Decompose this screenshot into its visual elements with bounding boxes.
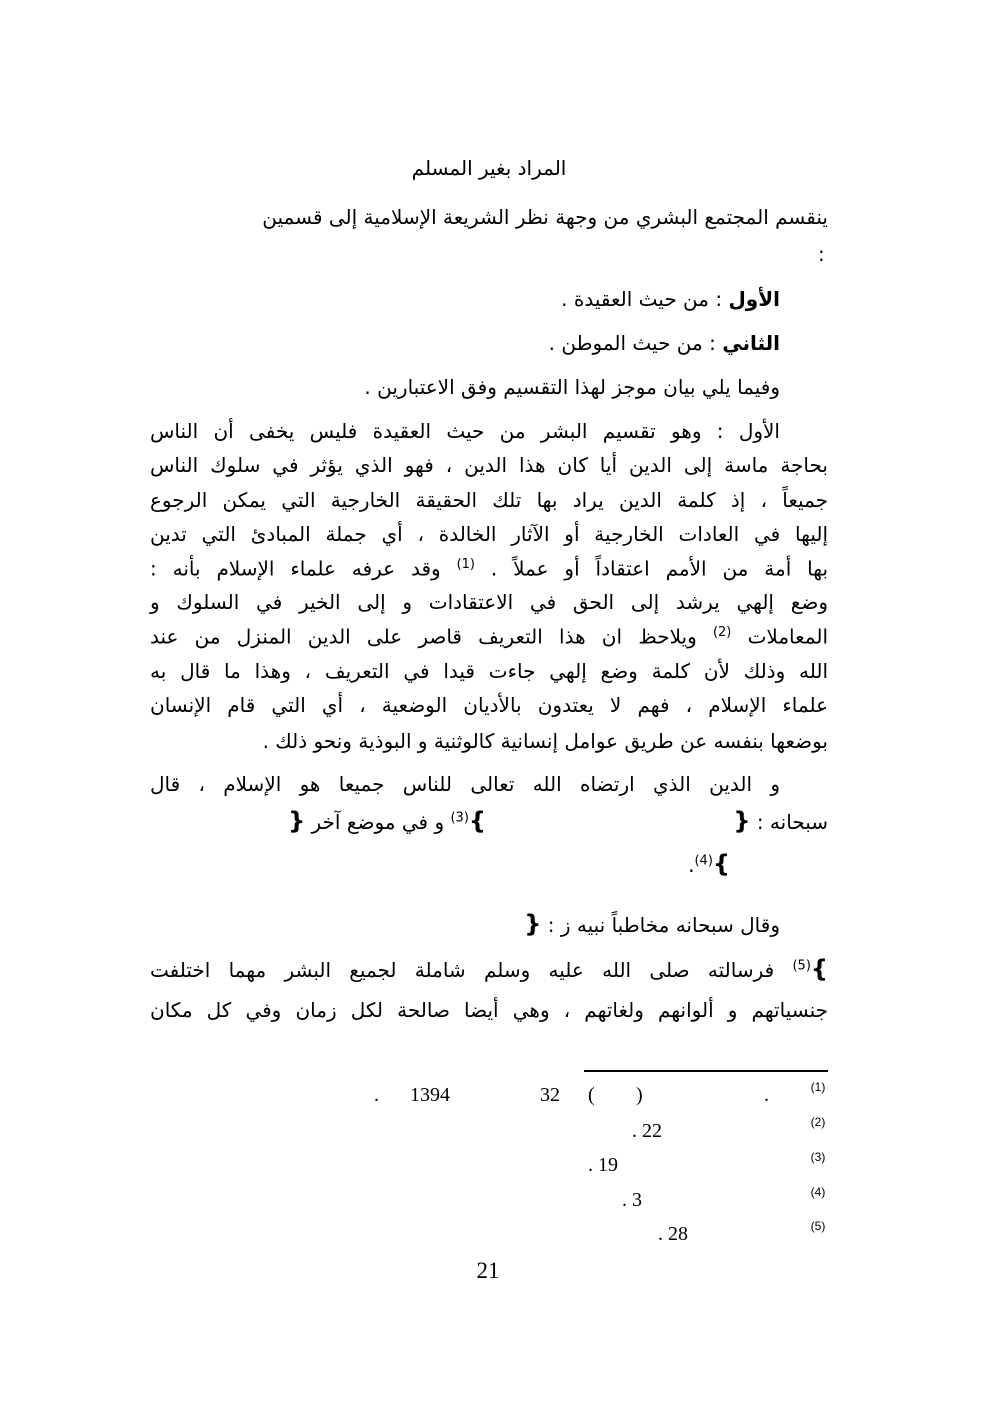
open-brace: { <box>524 910 542 938</box>
paragraph-line: الله وذلك لأن كلمة وضع إلهي جاءت قيدا في التعريف ، وهذا ما قال به <box>150 659 828 683</box>
footnote-text: . 28 <box>658 1223 688 1245</box>
paragraph-line: جنسياتهم و ألوانهم ولغاتهم ، وهي أيضا صالحة لكل زمان وفي كل مكان <box>150 998 828 1022</box>
close-brace: } <box>712 850 730 878</box>
footnote-number: (1) <box>810 1080 826 1094</box>
division-first-label: الأول <box>728 287 780 311</box>
division-second <box>549 333 780 353</box>
paragraph-line: وضع إلهي يرشد إلى الحق في الاعتقادات و إلى الخير في السلوك و <box>150 590 828 614</box>
paragraph-text: ويلاحظ ان هذا التعريف قاصر على الدين المنزل من عند <box>150 624 713 649</box>
division-first <box>561 289 780 309</box>
open-brace: { <box>733 807 751 835</box>
paragraph-line: بوضعها بنفسه عن طريق عوامل إنسانية كالوثنية و البوذية ونحو ذلك . <box>262 729 828 753</box>
paragraph-line: و الدين الذي ارتضاه الله تعالى للناس جميعا هو الإسلام ، قال <box>150 772 780 796</box>
verse-intro <box>733 809 828 833</box>
paragraph-line: الأول : وهو تقسيم البشر من حيث العقيدة فليس يخفى أن الناس <box>150 419 780 443</box>
paragraph-line <box>150 957 828 981</box>
footnote-text: ) <box>636 1084 643 1106</box>
footnote-ref: (4) <box>694 853 713 869</box>
paragraph-text: . <box>688 853 695 877</box>
footnote-text: . 3 <box>622 1189 642 1211</box>
footnote-ref: (3) <box>450 810 469 826</box>
paragraph-line <box>150 626 828 647</box>
paragraph-text: و في موضع آخر <box>311 810 451 834</box>
footnote-ref: (2) <box>712 625 732 640</box>
summary-line: وفيما يلي بيان موجز لهذا التقسيم وفق الاعتبارين . <box>364 375 780 399</box>
footnote-number: (2) <box>810 1115 826 1129</box>
paragraph-text: وقال سبحانه مخاطباً نبيه ز : <box>547 913 780 937</box>
intro-colon: : <box>818 242 825 266</box>
close-brace: } <box>468 807 486 835</box>
page-number: 21 <box>476 1258 500 1283</box>
paragraph-line <box>524 912 780 936</box>
open-brace: { <box>288 807 306 835</box>
footnote-ref: (5) <box>792 958 811 974</box>
footnote-text: 32 <box>540 1084 560 1106</box>
footnote-number: (3) <box>810 1150 826 1164</box>
paragraph-line: علماء الإسلام ، فهم لا يعتدون بالأديان الوضعية ، أي التي قام الإنسان <box>150 693 828 717</box>
paragraph-line <box>150 558 828 579</box>
footnote-separator <box>584 1070 828 1072</box>
division-second-label: الثاني <box>722 331 780 355</box>
close-brace: } <box>810 955 828 983</box>
paragraph-line: إليها في العادات الخارجية أو الآثار الخالدة ، أي جملة المبادئ التي تدين <box>150 522 828 546</box>
footnote-number: (4) <box>810 1185 826 1199</box>
footnote-text: 1394 <box>410 1084 450 1106</box>
footnote-text: ( <box>588 1084 595 1106</box>
paragraph-line: بحاجة ماسة إلى الدين أيا كان هذا الدين ، فهو الذي يؤثر في سلوك الناس <box>150 453 828 477</box>
paragraph-line: جميعاً ، إذ كلمة الدين يراد بها تلك الحقيقة الخارجية التي يمكن الرجوع <box>150 488 828 512</box>
footnote-text: . 19 <box>588 1154 618 1176</box>
paragraph-text: فرسالته صلى الله عليه وسلم شاملة لجميع البشر مهما اختلفت <box>150 958 793 982</box>
paragraph-text: وقد عرفه علماء الإسلام بأنه : <box>150 556 457 581</box>
division-second-text: : من حيث الموطن . <box>548 331 723 355</box>
footnote-text: . <box>374 1084 379 1106</box>
verse-continuation <box>288 809 486 833</box>
footnote-number: (5) <box>810 1219 826 1233</box>
verse-end <box>688 852 730 876</box>
division-first-text: : من حيث العقيدة . <box>561 287 729 311</box>
paragraph-text: بها أمة من الأمم اعتقاداً أو عملاً . <box>490 556 829 581</box>
paragraph-text: المعاملات <box>747 624 829 649</box>
footnote-ref: (1) <box>456 557 475 572</box>
footnote-text: . <box>764 1084 769 1106</box>
verse-start: سبحانه : <box>756 810 828 834</box>
intro-line: ينقسم المجتمع البشري من وجهة نظر الشريعة الإسلامية إلى قسمين <box>262 205 828 229</box>
footnote-text: . 22 <box>632 1120 662 1142</box>
page-heading: المراد بغير المسلم <box>411 156 567 180</box>
